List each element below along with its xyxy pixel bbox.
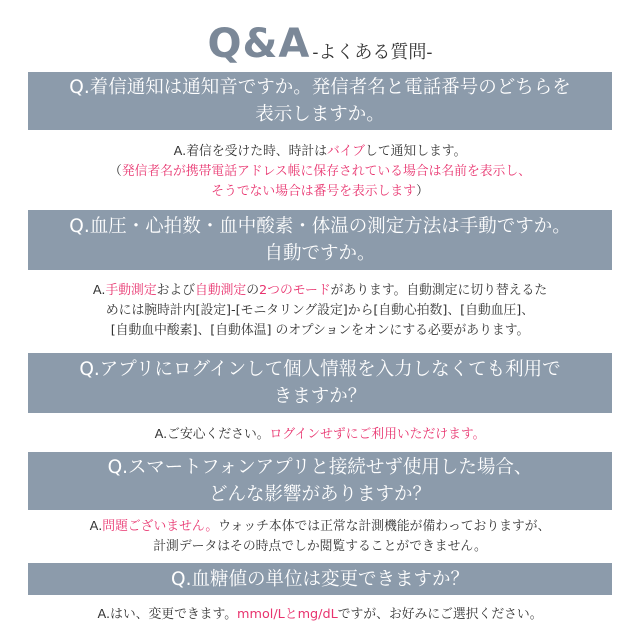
highlight-text: 発信者名が携帯電話アドレス帳に保存されている場合は名前を表示し、	[121, 164, 531, 179]
question-5	[28, 563, 612, 595]
question-3-line-2: きますか？	[273, 386, 367, 407]
answer-2-line-1	[20, 281, 620, 301]
question-4-line-2: どんな影響がありますか？	[208, 484, 431, 505]
highlight-text: 自動測定	[195, 283, 247, 298]
answer-1-line-2	[20, 162, 620, 182]
answer-2	[20, 281, 620, 341]
title-sub: -よくある質問-	[312, 42, 433, 63]
question-4	[28, 452, 612, 510]
answer-text: A.	[92, 283, 106, 298]
question-1-line-1: Q.着信通知は通知音ですか。発信者名と電話番号のどちらを	[69, 77, 571, 98]
answer-text: ウォッチ本体では正常な計測機能が備わっておりますが、	[218, 519, 551, 534]
answer-5	[20, 605, 620, 625]
question-3	[28, 353, 612, 413]
highlight-text: そうでない場合は番号を表示します	[211, 184, 416, 199]
highlight-text: 問題ございません。	[102, 519, 219, 534]
answer-5-line-1	[20, 605, 620, 625]
question-5-line-1: Q.血糖値の単位は変更できますか？	[171, 568, 469, 590]
question-1-line-2: 表示しますか。	[255, 104, 385, 125]
answer-4	[20, 517, 620, 557]
question-2	[28, 210, 612, 270]
answer-text: [自動血中酸素]、[自動体温] のオプションをオンにする必要があります。	[110, 323, 530, 338]
answer-text: があります。自動測定に切り替えるた	[330, 283, 548, 298]
question-3-line-1: Q.アプリにログインして個人情報を入力しなくても利用で	[79, 359, 561, 380]
answer-text: A.着信を受けた時、時計は	[173, 144, 327, 159]
answer-4-line-2	[20, 537, 620, 557]
answer-4-line-1	[20, 517, 620, 537]
answer-text: ）	[415, 184, 429, 199]
answer-text: めには腕時計内[設定]-[モニタリング設定]から[自動心拍数]、[自動血圧]、	[105, 303, 535, 318]
question-4-line-1: Q.スマートフォンアプリと接続せず使用した場合、	[107, 457, 533, 478]
answer-text: の	[246, 283, 259, 298]
title-main: Q&A	[207, 21, 311, 67]
question-1	[28, 72, 612, 130]
highlight-text: 手動測定	[105, 283, 157, 298]
answer-2-line-3	[20, 321, 620, 341]
answer-3	[20, 425, 620, 445]
question-2-line-2: 自動ですか。	[264, 243, 376, 264]
answer-text: A.	[89, 519, 103, 534]
answer-1-line-1	[20, 142, 620, 162]
question-2-line-1: Q.血圧・心拍数・血中酸素・体温の測定方法は手動ですか。	[69, 216, 571, 237]
answer-text: （	[109, 164, 122, 179]
highlight-text: バイブ	[327, 144, 366, 159]
answer-1-line-3	[20, 182, 620, 202]
answer-3-line-1	[20, 425, 620, 445]
answer-1	[20, 142, 620, 202]
highlight-text: 2つのモード	[259, 283, 331, 298]
highlight-text: mmol/Lとmg/dL	[237, 607, 338, 622]
answer-text: A.ご安心ください。	[154, 427, 270, 442]
highlight-text: ログインせずにご利用いただけます。	[269, 427, 486, 442]
answer-text: および	[156, 283, 196, 298]
answer-text: ですが、お好みにご選択ください。	[337, 607, 543, 622]
answer-text: して通知します。	[365, 144, 467, 159]
answer-text: A.はい、変更できます。	[97, 607, 238, 622]
page-title	[0, 14, 640, 68]
answer-2-line-2	[20, 301, 620, 321]
answer-text: 計測データはその時点でしか閲覧することができません。	[153, 539, 487, 554]
